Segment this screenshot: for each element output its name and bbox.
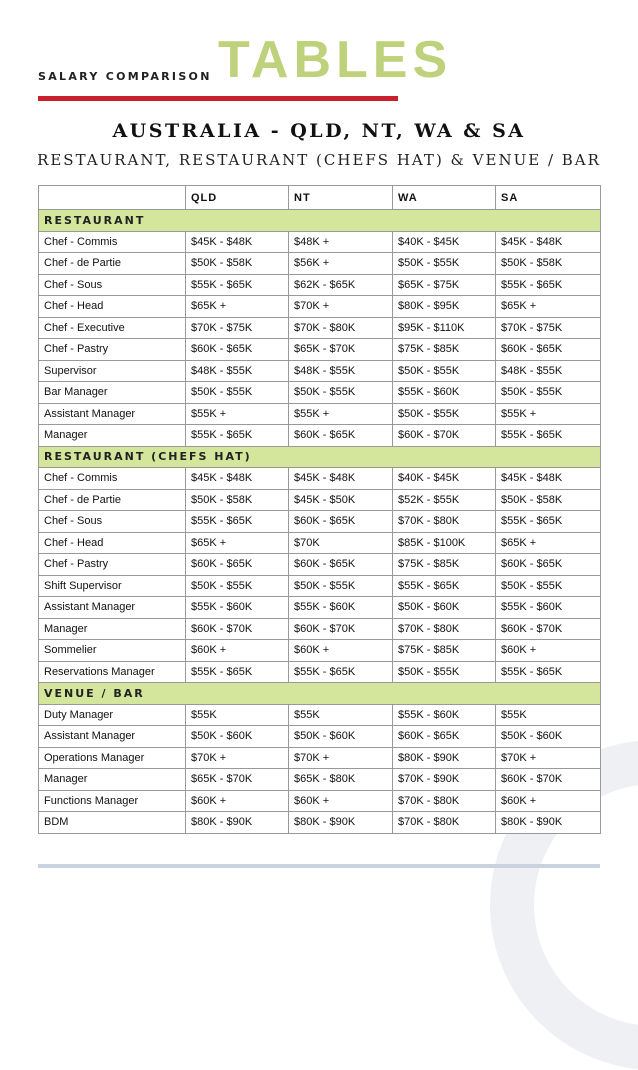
salary-cell: $60K - $65K: [289, 511, 393, 533]
role-cell: Chef - Pastry: [39, 554, 186, 576]
salary-cell: $55K +: [186, 403, 289, 425]
salary-cell: $65K - $80K: [289, 769, 393, 791]
salary-cell: $60K +: [289, 790, 393, 812]
table-row: [39, 812, 601, 834]
salary-cell: $60K - $65K: [496, 554, 601, 576]
role-cell: BDM: [39, 812, 186, 834]
role-cell: Sommelier: [39, 640, 186, 662]
salary-cell: $55K - $65K: [186, 425, 289, 447]
salary-cell: $50K - $60K: [393, 597, 496, 619]
section-label: VENUE / BAR: [39, 683, 601, 705]
role-cell: Duty Manager: [39, 704, 186, 726]
page-title: AUSTRALIA - QLD, NT, WA & SA: [112, 120, 526, 142]
salary-cell: $80K - $90K: [289, 812, 393, 834]
footer-rule: [38, 864, 600, 868]
header-title: TABLES: [218, 31, 453, 89]
salary-cell: $60K - $65K: [186, 554, 289, 576]
page-header: [38, 30, 453, 102]
table-row: [39, 618, 601, 640]
salary-cell: $80K - $90K: [496, 812, 601, 834]
role-cell: Manager: [39, 618, 186, 640]
salary-cell: $80K - $95K: [393, 296, 496, 318]
header-subtitle: SALARY COMPARISON: [38, 70, 212, 83]
salary-cell: $65K +: [186, 532, 289, 554]
salary-cell: $60K +: [496, 640, 601, 662]
section-row: [39, 210, 601, 232]
table-row: [39, 231, 601, 253]
salary-cell: $85K - $100K: [393, 532, 496, 554]
salary-cell: $45K - $48K: [186, 231, 289, 253]
salary-cell: $70K - $90K: [393, 769, 496, 791]
salary-cell: $95K - $110K: [393, 317, 496, 339]
table-row: [39, 597, 601, 619]
salary-cell: $55K: [496, 704, 601, 726]
salary-cell: $65K +: [496, 296, 601, 318]
salary-cell: $60K - $65K: [186, 339, 289, 361]
role-cell: Assistant Manager: [39, 597, 186, 619]
salary-cell: $70K - $80K: [289, 317, 393, 339]
role-cell: Chef - Sous: [39, 511, 186, 533]
table-row: [39, 296, 601, 318]
section-label: RESTAURANT: [39, 210, 601, 232]
salary-table: [38, 185, 601, 834]
role-cell: Manager: [39, 769, 186, 791]
salary-cell: $70K - $75K: [496, 317, 601, 339]
role-cell: Assistant Manager: [39, 403, 186, 425]
table-row: [39, 640, 601, 662]
salary-cell: $60K +: [186, 790, 289, 812]
section-row: [39, 446, 601, 468]
salary-cell: $70K +: [186, 747, 289, 769]
salary-cell: $60K - $70K: [289, 618, 393, 640]
salary-cell: $70K - $75K: [186, 317, 289, 339]
column-header-wa: WA: [393, 186, 496, 210]
salary-cell: $55K - $65K: [186, 274, 289, 296]
salary-cell: $50K - $58K: [496, 489, 601, 511]
salary-cell: $45K - $48K: [496, 468, 601, 490]
role-cell: Chef - Pastry: [39, 339, 186, 361]
salary-cell: $60K - $65K: [393, 726, 496, 748]
table-row: [39, 489, 601, 511]
table-row: [39, 769, 601, 791]
column-header-qld: QLD: [186, 186, 289, 210]
table-header-row: [39, 186, 601, 210]
table-row: [39, 360, 601, 382]
salary-cell: $75K - $85K: [393, 554, 496, 576]
salary-cell: $50K - $55K: [186, 575, 289, 597]
salary-cell: $50K - $55K: [393, 253, 496, 275]
salary-cell: $55K +: [289, 403, 393, 425]
salary-cell: $60K - $65K: [289, 425, 393, 447]
salary-cell: $55K +: [496, 403, 601, 425]
table-row: [39, 554, 601, 576]
salary-cell: $50K - $58K: [186, 253, 289, 275]
salary-cell: $48K - $55K: [186, 360, 289, 382]
role-cell: Chef - de Partie: [39, 253, 186, 275]
salary-cell: $55K - $60K: [289, 597, 393, 619]
role-cell: Chef - Executive: [39, 317, 186, 339]
column-header: [39, 186, 186, 210]
table-row: [39, 532, 601, 554]
salary-cell: $50K - $60K: [186, 726, 289, 748]
salary-cell: $55K - $65K: [496, 425, 601, 447]
salary-cell: $55K: [186, 704, 289, 726]
salary-cell: $50K - $60K: [289, 726, 393, 748]
salary-cell: $60K - $65K: [496, 339, 601, 361]
salary-cell: $60K +: [186, 640, 289, 662]
role-cell: Reservations Manager: [39, 661, 186, 683]
header-rule: [38, 96, 398, 101]
salary-cell: $55K - $65K: [393, 575, 496, 597]
table-row: [39, 339, 601, 361]
salary-cell: $52K - $55K: [393, 489, 496, 511]
salary-cell: $55K - $60K: [393, 704, 496, 726]
salary-cell: $60K - $70K: [496, 618, 601, 640]
salary-cell: $40K - $45K: [393, 468, 496, 490]
role-cell: Chef - Head: [39, 532, 186, 554]
role-cell: Assistant Manager: [39, 726, 186, 748]
salary-cell: $70K - $80K: [393, 812, 496, 834]
table-row: [39, 726, 601, 748]
table-row: [39, 511, 601, 533]
salary-cell: $45K - $48K: [186, 468, 289, 490]
salary-cell: $55K: [289, 704, 393, 726]
salary-cell: $70K +: [289, 747, 393, 769]
salary-cell: $50K - $55K: [496, 575, 601, 597]
salary-cell: $48K +: [289, 231, 393, 253]
role-cell: Chef - de Partie: [39, 489, 186, 511]
salary-cell: $55K - $65K: [186, 661, 289, 683]
salary-cell: $80K - $90K: [393, 747, 496, 769]
salary-cell: $60K - $70K: [496, 769, 601, 791]
role-cell: Chef - Head: [39, 296, 186, 318]
salary-cell: $55K - $60K: [393, 382, 496, 404]
table-row: [39, 317, 601, 339]
role-cell: Supervisor: [39, 360, 186, 382]
table-row: [39, 382, 601, 404]
salary-cell: $55K - $65K: [289, 661, 393, 683]
salary-cell: $50K - $58K: [186, 489, 289, 511]
table-row: [39, 575, 601, 597]
salary-cell: $50K - $55K: [393, 661, 496, 683]
salary-cell: $50K - $55K: [289, 382, 393, 404]
salary-cell: $70K +: [289, 296, 393, 318]
section-row: [39, 683, 601, 705]
column-header-nt: NT: [289, 186, 393, 210]
salary-cell: $55K - $65K: [496, 274, 601, 296]
salary-cell: $70K - $80K: [393, 511, 496, 533]
salary-cell: $75K - $85K: [393, 339, 496, 361]
role-cell: Chef - Commis: [39, 468, 186, 490]
table-row: [39, 253, 601, 275]
salary-cell: $55K - $60K: [496, 597, 601, 619]
salary-cell: $55K - $60K: [186, 597, 289, 619]
salary-cell: $40K - $45K: [393, 231, 496, 253]
column-header-sa: SA: [496, 186, 601, 210]
salary-cell: $56K +: [289, 253, 393, 275]
section-label: RESTAURANT (CHEFS HAT): [39, 446, 601, 468]
table-row: [39, 468, 601, 490]
role-cell: Operations Manager: [39, 747, 186, 769]
salary-cell: $48K - $55K: [289, 360, 393, 382]
role-cell: Bar Manager: [39, 382, 186, 404]
salary-cell: $45K - $48K: [289, 468, 393, 490]
salary-cell: $65K - $75K: [393, 274, 496, 296]
salary-cell: $70K +: [496, 747, 601, 769]
table-body: [39, 210, 601, 834]
table-row: [39, 704, 601, 726]
role-cell: Chef - Sous: [39, 274, 186, 296]
role-cell: Functions Manager: [39, 790, 186, 812]
table-row: [39, 661, 601, 683]
table-row: [39, 790, 601, 812]
role-cell: Manager: [39, 425, 186, 447]
salary-cell: $50K - $55K: [289, 575, 393, 597]
salary-cell: $48K - $55K: [496, 360, 601, 382]
salary-cell: $50K - $55K: [496, 382, 601, 404]
salary-cell: $45K - $48K: [496, 231, 601, 253]
salary-cell: $55K - $65K: [186, 511, 289, 533]
table-row: [39, 403, 601, 425]
role-cell: Chef - Commis: [39, 231, 186, 253]
salary-cell: $55K - $65K: [496, 661, 601, 683]
salary-cell: $50K - $55K: [393, 403, 496, 425]
salary-cell: $60K +: [289, 640, 393, 662]
salary-cell: $65K - $70K: [186, 769, 289, 791]
salary-cell: $75K - $85K: [393, 640, 496, 662]
salary-cell: $60K - $70K: [393, 425, 496, 447]
salary-cell: $60K - $70K: [186, 618, 289, 640]
salary-cell: $45K - $50K: [289, 489, 393, 511]
salary-cell: $50K - $60K: [496, 726, 601, 748]
salary-cell: $70K - $80K: [393, 618, 496, 640]
salary-cell: $50K - $55K: [186, 382, 289, 404]
salary-cell: $65K +: [186, 296, 289, 318]
salary-cell: $65K - $70K: [289, 339, 393, 361]
salary-cell: $50K - $55K: [393, 360, 496, 382]
salary-cell: $80K - $90K: [186, 812, 289, 834]
role-cell: Shift Supervisor: [39, 575, 186, 597]
salary-cell: $50K - $58K: [496, 253, 601, 275]
salary-cell: $62K - $65K: [289, 274, 393, 296]
table-row: [39, 274, 601, 296]
salary-cell: $70K: [289, 532, 393, 554]
table-row: [39, 747, 601, 769]
salary-cell: $60K +: [496, 790, 601, 812]
salary-cell: $60K - $65K: [289, 554, 393, 576]
salary-cell: $65K +: [496, 532, 601, 554]
salary-cell: $70K - $80K: [393, 790, 496, 812]
table-row: [39, 425, 601, 447]
salary-cell: $55K - $65K: [496, 511, 601, 533]
page-subtitle: RESTAURANT, RESTAURANT (CHEFS HAT) & VENUE / BAR: [37, 151, 601, 169]
